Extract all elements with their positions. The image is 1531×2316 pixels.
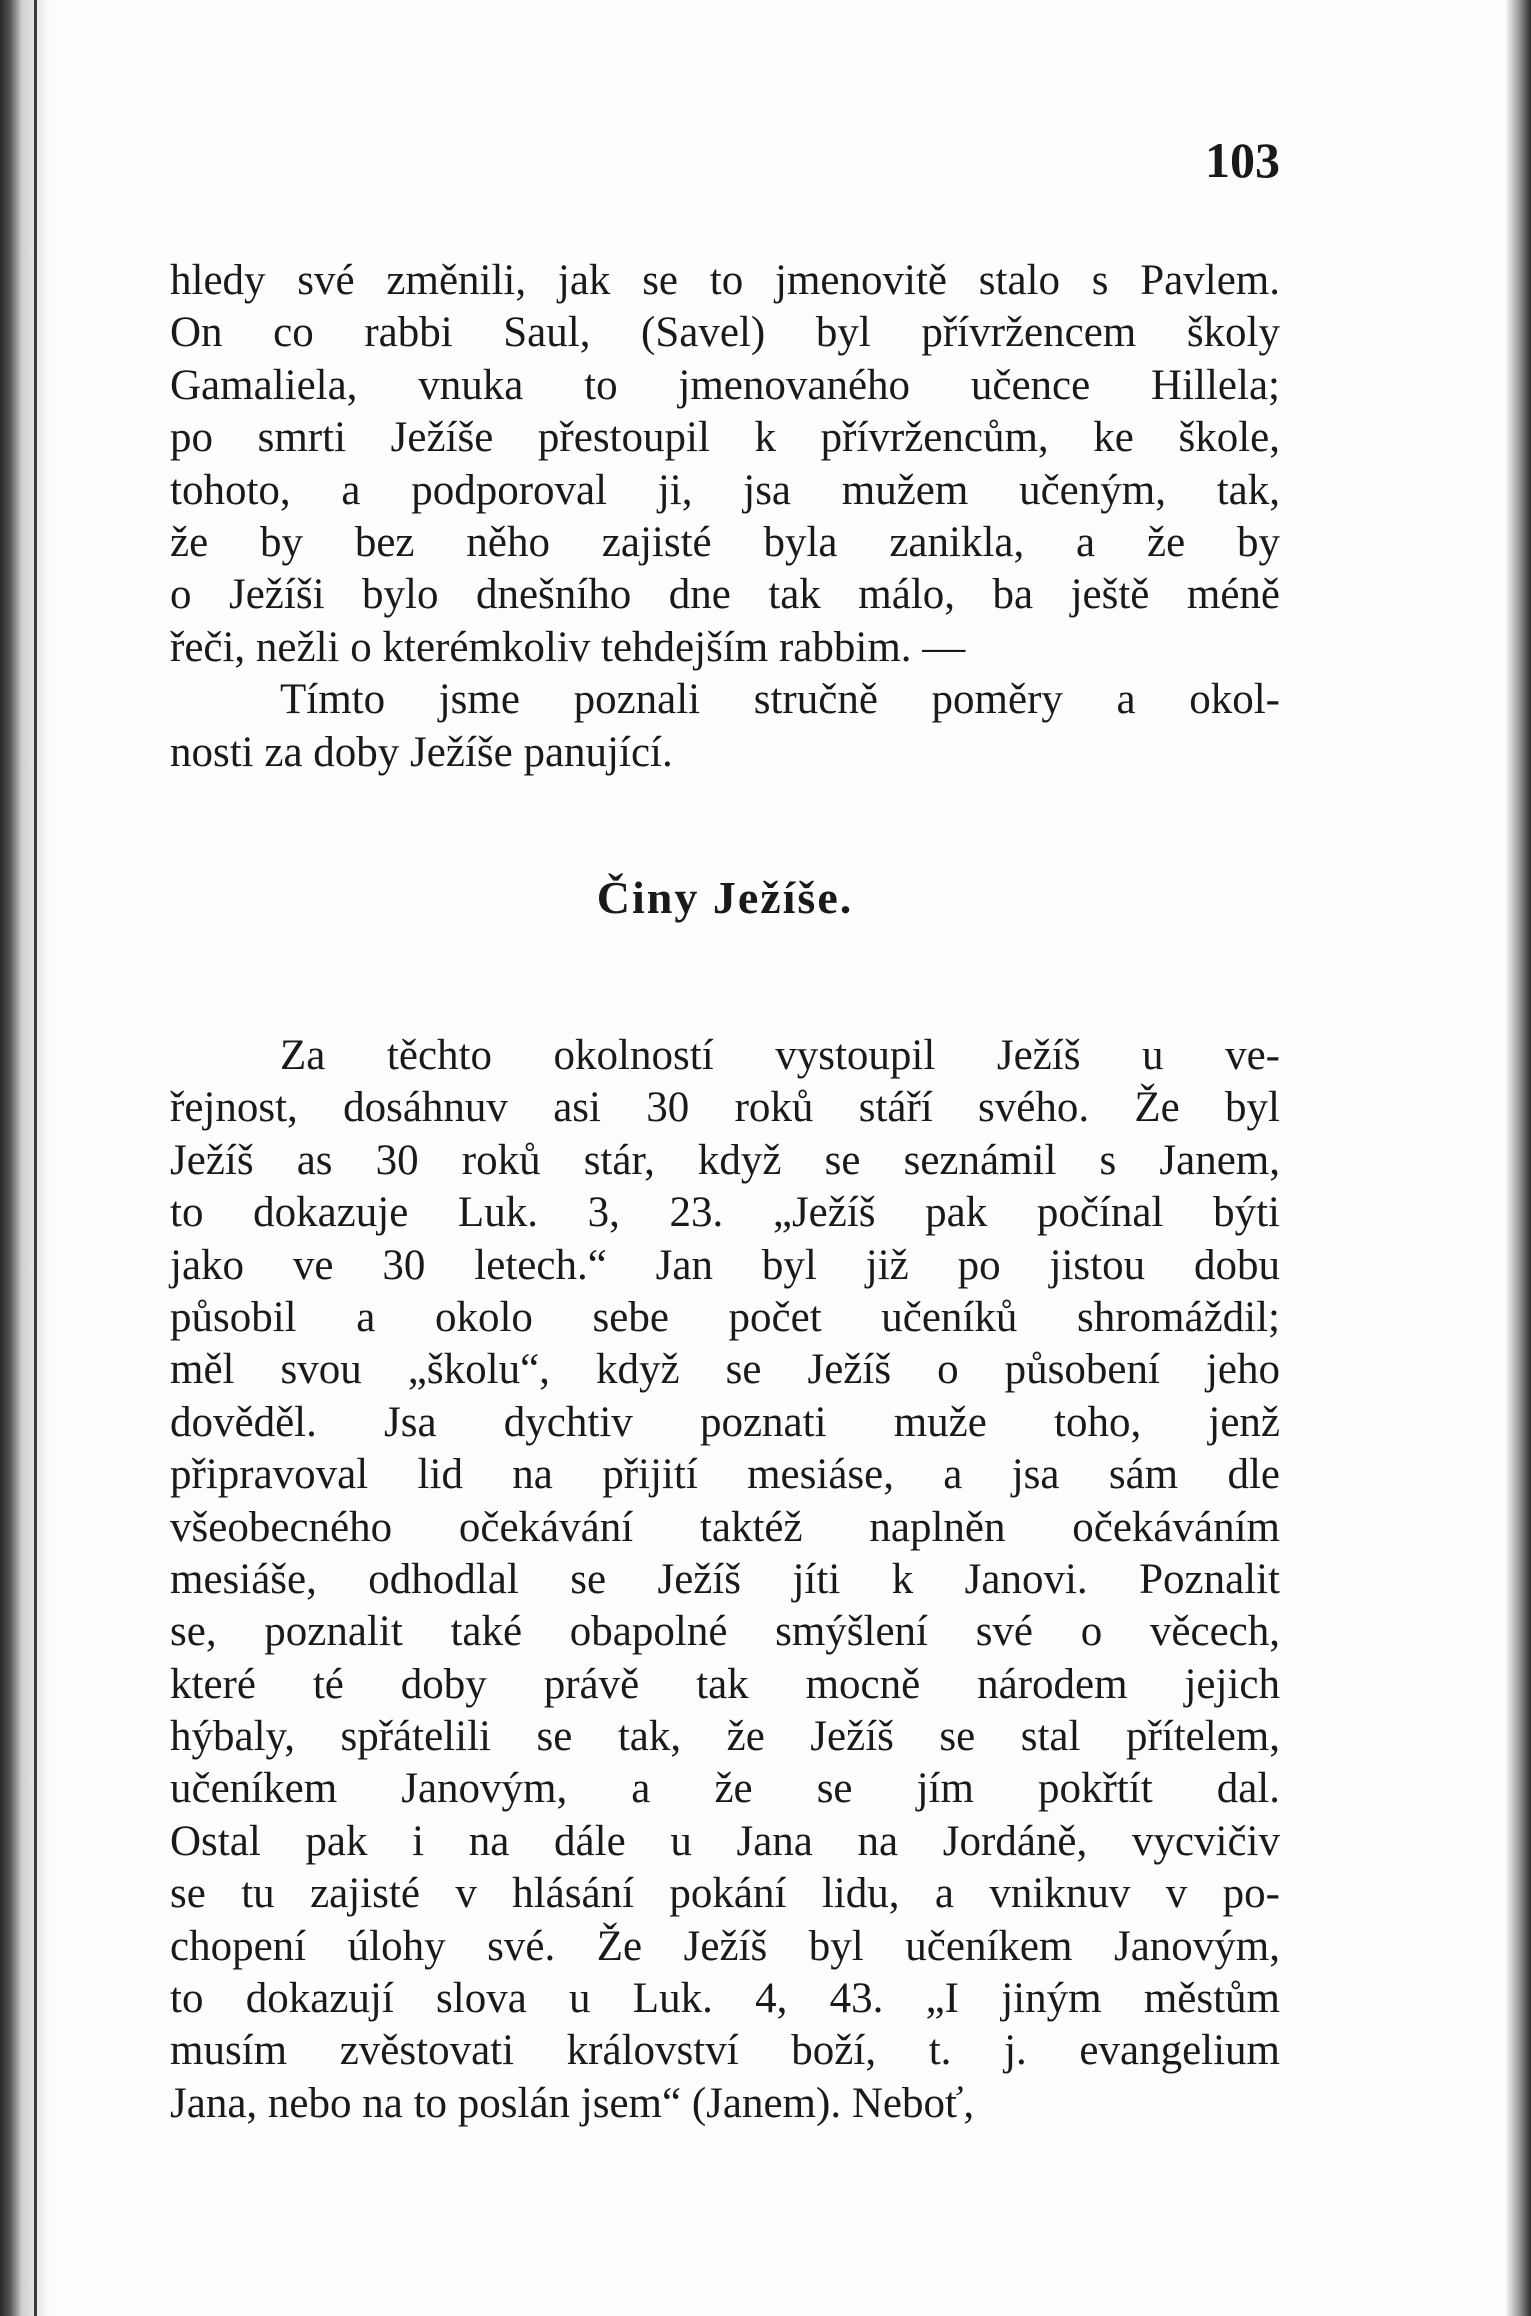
text-line: tohoto, a podporoval ji, jsa mužem učeným, tak, (170, 466, 1280, 514)
text-line: mesiáše, odhodlal se Ježíš jíti k Janovi. Poznalit (170, 1555, 1280, 1603)
text-line: po smrti Ježíše přestoupil k přívržencům, ke škole, (170, 414, 1280, 462)
text-line: řejnost, dosáhnuv asi 30 roků stáří svého. Že byl (170, 1084, 1280, 1132)
text-line: měl svou „školu“, když se Ježíš o působení jeho (170, 1346, 1280, 1394)
text-line: to dokazují slova u Luk. 4, 43. „I jiným městům (170, 1975, 1280, 2023)
binding-shadow (0, 0, 50, 2316)
text-line: Gamaliela, vnuka to jmenovaného učence Hillela; (170, 361, 1280, 409)
text-line: Ostal pak i na dále u Jana na Jordáně, vycvičiv (170, 1817, 1280, 1865)
text-line: On co rabbi Saul, (Savel) byl přívržencem školy (170, 309, 1280, 357)
page-right-edge (1505, 0, 1531, 2316)
page-number: 103 (1205, 132, 1280, 188)
text-line: hýbaly, spřátelili se tak, že Ježíš se stal přítelem, (170, 1713, 1280, 1761)
text-line: všeobecného očekávání taktéž naplněn očekáváním (170, 1503, 1280, 1551)
text-line: Ježíš as 30 roků stár, když se seznámil s Janem, (170, 1136, 1280, 1184)
text-line: řeči, nežli o kterémkoliv tehdejším rabbim. — (170, 623, 966, 671)
text-line: nosti za doby Ježíše panující. (170, 728, 673, 776)
section-heading: Činy Ježíše. (596, 872, 854, 923)
text-line: Jana, nebo na to poslán jsem“ (Janem). Neboť, (170, 2079, 975, 2127)
paragraph-continued (170, 255, 1280, 779)
text-line: které té doby právě tak mocně národem jejich (170, 1660, 1280, 1708)
text-line: se, poznalit také obapolné smýšlení své o věcech, (170, 1608, 1280, 1656)
text-line: hledy své změnili, jak se to jmenovitě stalo s Pavlem. (170, 257, 1280, 304)
text-line: Za těchto okolností vystoupil Ježíš u ve- (280, 1032, 1280, 1079)
page-edge-rule (34, 0, 37, 2316)
text-line: připravoval lid na přijití mesiáse, a jsa sám dle (170, 1451, 1280, 1499)
text-line: dověděl. Jsa dychtiv poznati muže toho, jenž (170, 1398, 1280, 1446)
text-line: chopení úlohy své. Že Ježíš byl učeníkem Janovým, (170, 1922, 1280, 1970)
text-line: že by bez něho zajisté byla zanikla, a že by (170, 518, 1280, 566)
text-line: učeníkem Janovým, a že se jím pokřtít dal. (170, 1765, 1280, 1813)
text-line: se tu zajisté v hlásání pokání lidu, a vniknuv v po- (170, 1870, 1280, 1918)
text-line: Tímto jsme poznali stručně poměry a okol- (280, 676, 1280, 724)
text-line: to dokazuje Luk. 3, 23. „Ježíš pak počínal býti (170, 1189, 1280, 1237)
text-line: jako ve 30 letech.“ Jan byl již po jistou dobu (170, 1241, 1280, 1289)
paragraph-main (170, 1030, 1280, 2130)
text-line: působil a okolo sebe počet učeníků shromáždil; (170, 1293, 1280, 1341)
text-line: o Ježíši bylo dnešního dne tak málo, ba ještě méně (170, 571, 1280, 619)
text-line: musím zvěstovati království boží, t. j. evangelium (170, 2027, 1280, 2075)
